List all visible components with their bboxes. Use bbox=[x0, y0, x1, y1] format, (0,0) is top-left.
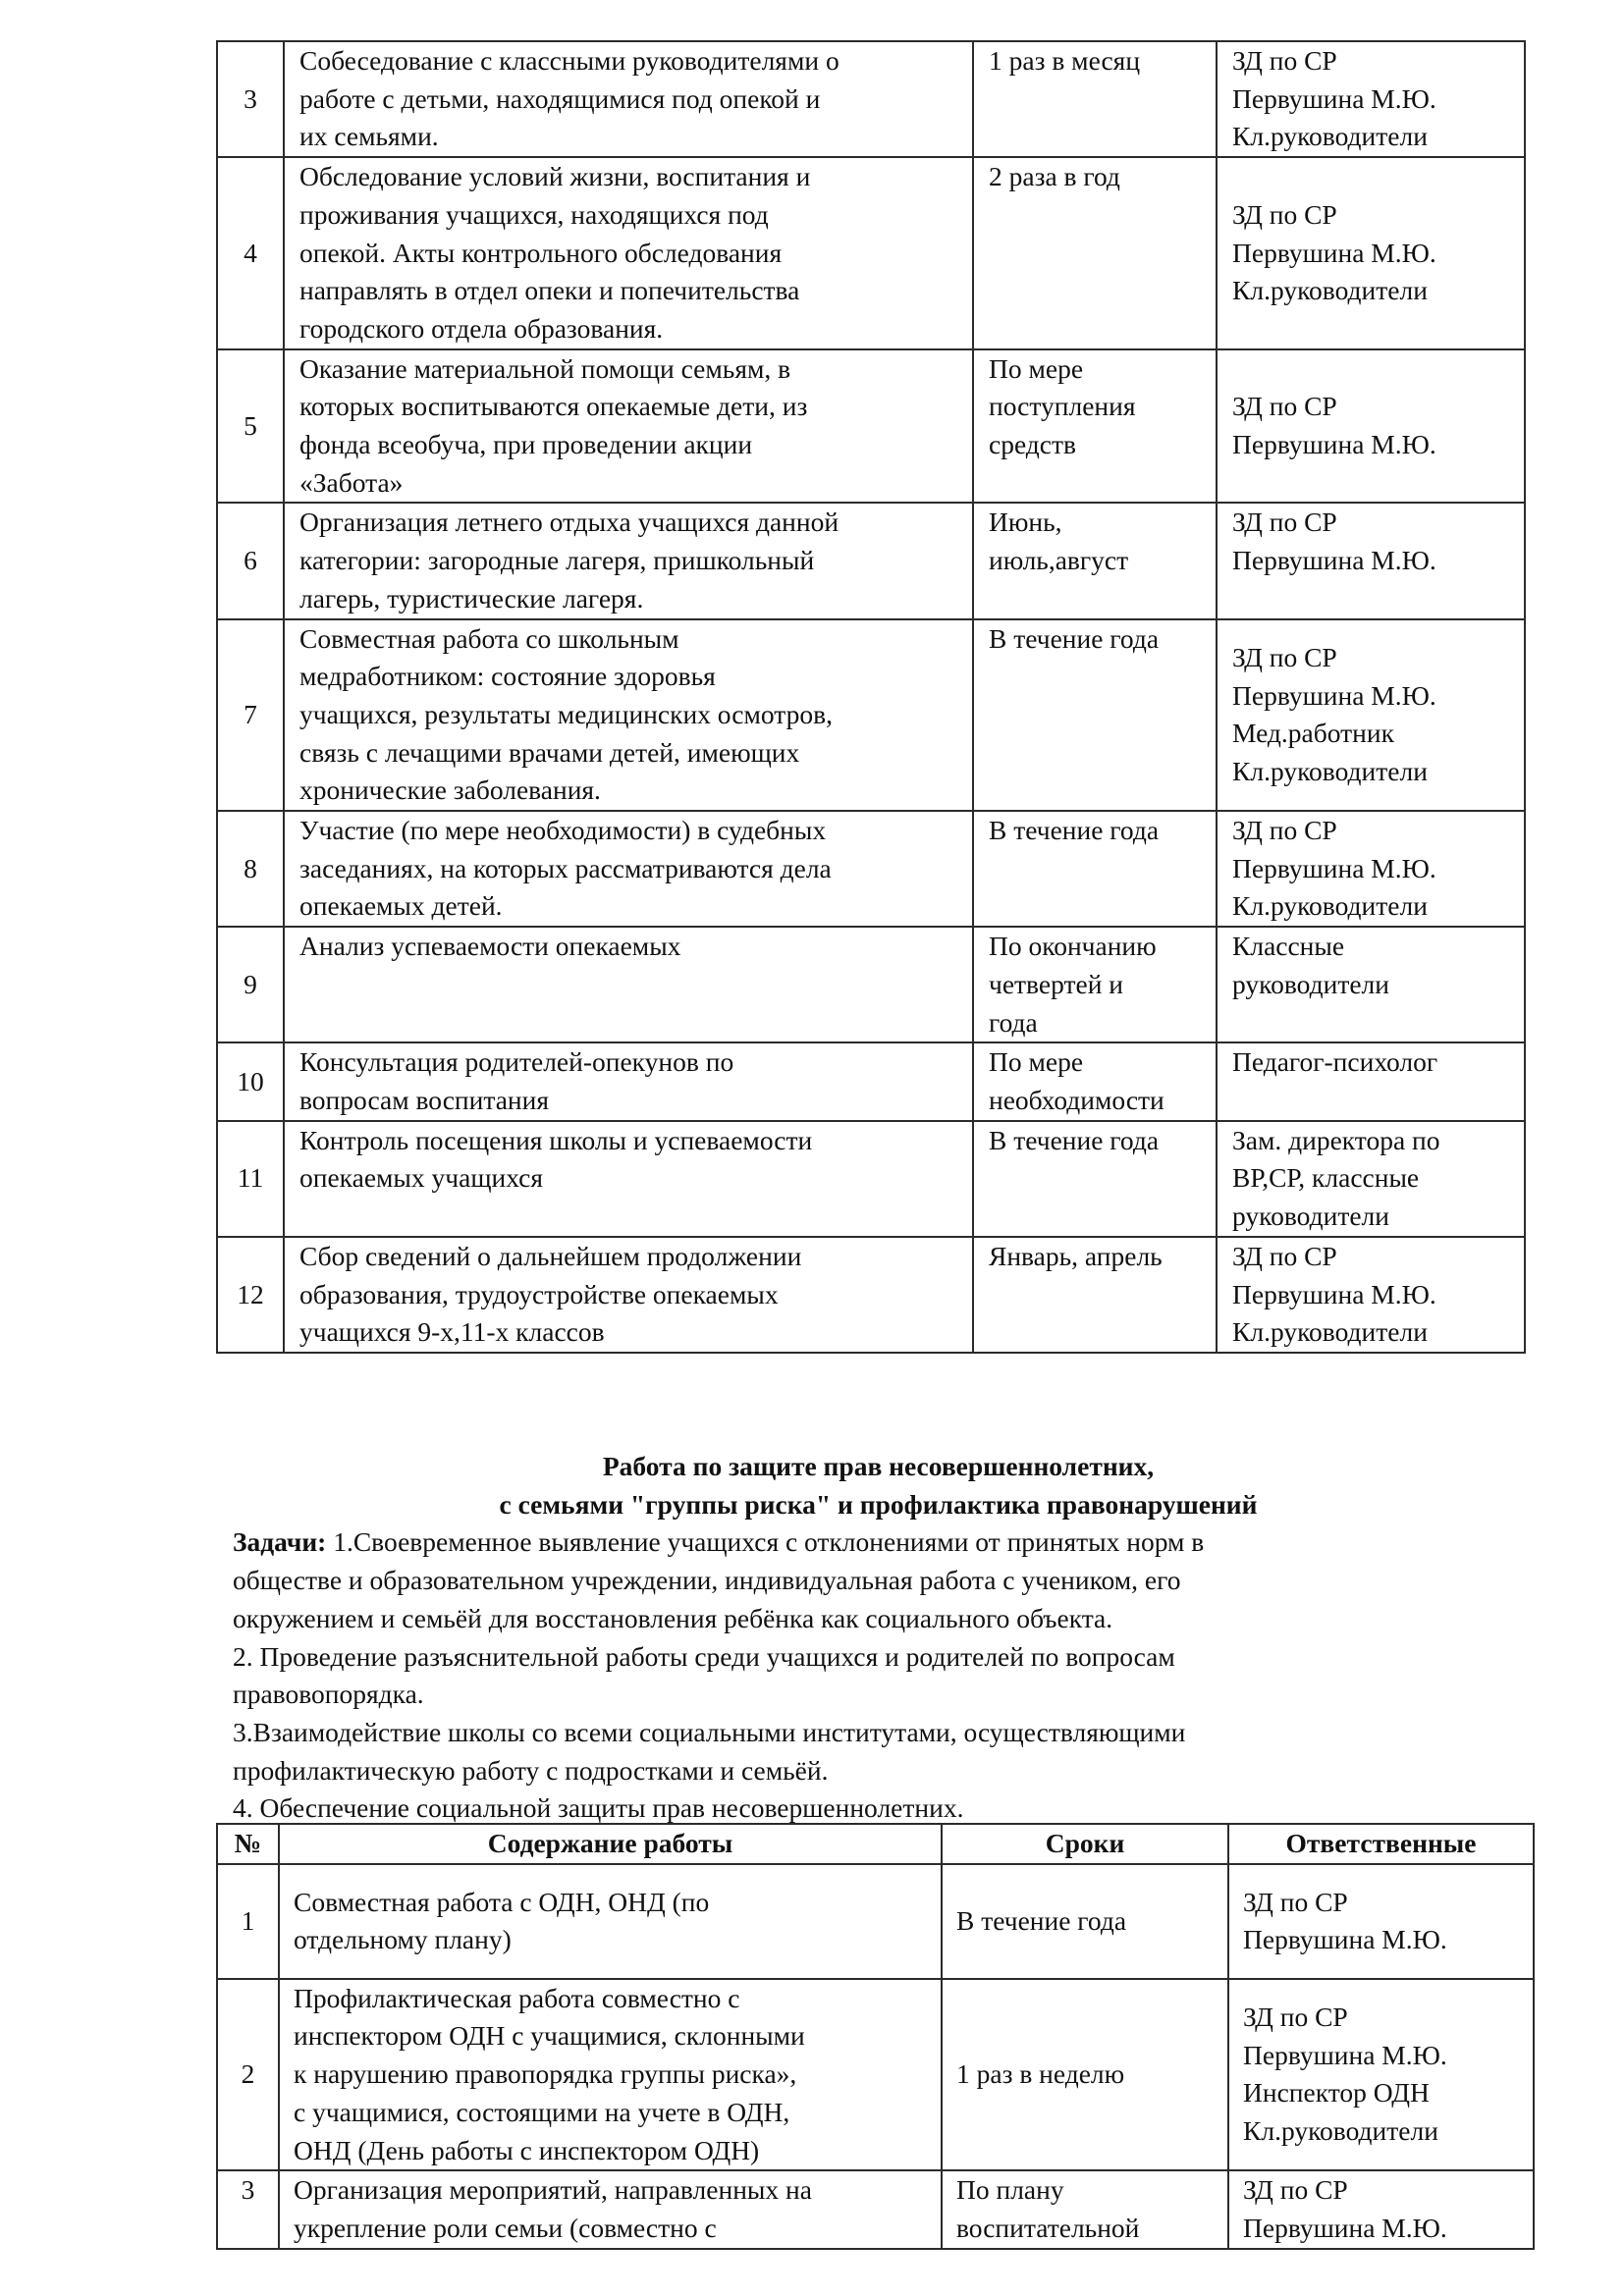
work-content-line: работе с детьми, находящимися под опекой и bbox=[299, 82, 821, 114]
column-header-terms: Сроки bbox=[942, 1824, 1228, 1864]
responsible-line: руководители bbox=[1232, 1201, 1389, 1232]
table-row bbox=[217, 1979, 1534, 2171]
row-number: 5 bbox=[217, 349, 284, 504]
work-content-line: Обследование условий жизни, воспитания и bbox=[299, 161, 811, 192]
terms-line: По мере bbox=[989, 352, 1084, 384]
responsible-line: ЗД по СР bbox=[1243, 1886, 1348, 1917]
work-content-cell bbox=[279, 1864, 942, 1979]
task-line: правовопорядка. bbox=[233, 1679, 424, 1710]
responsible-line: Инспектор ОДН bbox=[1243, 2077, 1430, 2109]
work-content-line: укрепление роли семьи (совместно с bbox=[294, 2212, 717, 2243]
section-title-line-2: с семьями "группы риска" и профилактика правонарушений bbox=[499, 1488, 1258, 1520]
work-content-line: к нарушению правопорядка группы риска», bbox=[294, 2058, 797, 2090]
work-content-line: лагерь, туристические лагеря. bbox=[299, 582, 644, 614]
work-content-line: Оказание материальной помощи семьям, в bbox=[299, 352, 791, 384]
responsible-line: Кл.руководители bbox=[1232, 121, 1428, 152]
responsible-line: Зам. директора по bbox=[1232, 1124, 1440, 1155]
work-content-line: Консультация родителей-опекунов по bbox=[299, 1046, 734, 1078]
table-row bbox=[217, 811, 1525, 927]
terms-line: Июнь, bbox=[989, 507, 1062, 538]
terms-line: В течение года bbox=[989, 622, 1160, 654]
responsible-line: Первушина М.Ю. bbox=[1232, 82, 1436, 114]
work-content-line: учащихся, результаты медицинских осмотров, bbox=[299, 698, 833, 729]
terms-line: В течение года bbox=[989, 815, 1160, 846]
responsible-line: Первушина М.Ю. bbox=[1232, 545, 1436, 576]
work-content-line: с учащимися, состоящими на учете в ОДН, bbox=[294, 2096, 790, 2127]
terms-line: 2 раза в год bbox=[989, 161, 1120, 192]
terms-line: июль,август bbox=[989, 545, 1129, 576]
work-content-line: Участие (по мере необходимости) в судебных bbox=[299, 815, 827, 846]
terms-line: года bbox=[989, 1006, 1038, 1038]
terms-line: Январь, апрель bbox=[989, 1240, 1163, 1271]
responsible-line: Первушина М.Ю. bbox=[1232, 429, 1436, 460]
terms-cell bbox=[942, 2170, 1228, 2248]
terms-cell bbox=[973, 1121, 1217, 1237]
work-content-line: ОНД (День работы с инспектором ОДН) bbox=[294, 2134, 760, 2165]
work-content-line: их семьями. bbox=[299, 121, 439, 152]
terms-cell bbox=[973, 927, 1217, 1042]
responsible-line: Кл.руководители bbox=[1243, 2115, 1438, 2147]
work-content-line: Контроль посещения школы и успеваемости bbox=[299, 1124, 813, 1155]
work-content-cell bbox=[284, 157, 973, 349]
table-row bbox=[217, 927, 1525, 1042]
terms-cell bbox=[942, 1864, 1228, 1979]
table-row bbox=[217, 349, 1525, 504]
responsible-line: Кл.руководители bbox=[1232, 890, 1428, 922]
responsible-line: руководители bbox=[1232, 968, 1389, 999]
responsible-line: ЗД по СР bbox=[1232, 1240, 1337, 1271]
responsible-line: ЗД по СР bbox=[1232, 507, 1337, 538]
responsible-cell bbox=[1228, 1979, 1534, 2171]
responsible-line: ЗД по СР bbox=[1232, 198, 1337, 230]
responsible-cell bbox=[1217, 1042, 1525, 1120]
row-number: 11 bbox=[217, 1121, 284, 1237]
table-row bbox=[217, 503, 1525, 618]
responsible-line: Педагог-психолог bbox=[1232, 1046, 1438, 1078]
work-content-line: Сбор сведений о дальнейшем продолжении bbox=[299, 1240, 802, 1271]
work-content-line: заседаниях, на которых рассматриваются дела bbox=[299, 852, 832, 883]
responsible-line: Классные bbox=[1232, 931, 1345, 962]
work-content-cell bbox=[284, 503, 973, 618]
responsible-line: Первушина М.Ю. bbox=[1243, 2039, 1447, 2070]
terms-cell bbox=[973, 1237, 1217, 1353]
row-number: 6 bbox=[217, 503, 284, 618]
table-row bbox=[217, 1042, 1525, 1120]
terms-line: По плану bbox=[956, 2174, 1064, 2206]
responsible-line: Первушина М.Ю. bbox=[1232, 1278, 1436, 1309]
task-line bbox=[233, 1523, 1524, 1562]
work-content-cell bbox=[284, 41, 973, 157]
work-content-line: опекаемых детей. bbox=[299, 890, 503, 922]
terms-cell bbox=[973, 157, 1217, 349]
work-content-line: Профилактическая работа совместно с bbox=[294, 1982, 740, 2013]
work-content-line: «Забота» bbox=[299, 466, 404, 498]
row-number: 8 bbox=[217, 811, 284, 927]
responsible-line: Кл.руководители bbox=[1232, 756, 1428, 786]
work-content-cell bbox=[279, 2170, 942, 2248]
terms-cell bbox=[973, 349, 1217, 504]
row-number: 2 bbox=[217, 1979, 279, 2171]
table-header-row bbox=[217, 1824, 1534, 1864]
responsible-line: ЗД по СР bbox=[1243, 2174, 1348, 2206]
terms-cell bbox=[973, 619, 1217, 812]
section-title-line-1: Работа по защите прав несовершеннолетних, bbox=[602, 1451, 1155, 1481]
tasks-paragraph bbox=[233, 1523, 1524, 1828]
responsible-cell bbox=[1228, 2170, 1534, 2248]
work-content-line: Организация мероприятий, направленных на bbox=[294, 2174, 812, 2206]
work-content-cell bbox=[284, 1042, 973, 1120]
rights-protection-table bbox=[216, 1823, 1535, 2250]
responsible-cell bbox=[1217, 1237, 1525, 1353]
tasks-label: Задачи: bbox=[233, 1526, 327, 1558]
terms-line: В течение года bbox=[989, 1124, 1160, 1155]
work-content-line: городского отдела образования. bbox=[299, 312, 664, 344]
work-content-line: Собеседование с классными руководителями о bbox=[299, 45, 839, 76]
terms-line: 1 раз в неделю bbox=[956, 2058, 1125, 2090]
work-content-cell bbox=[284, 927, 973, 1042]
responsible-line: Первушина М.Ю. bbox=[1243, 1924, 1447, 1955]
column-header-content: Содержание работы bbox=[279, 1824, 942, 1864]
work-content-line: вопросам воспитания bbox=[299, 1084, 549, 1115]
responsible-line: ЗД по СР bbox=[1232, 641, 1337, 672]
terms-cell bbox=[973, 1042, 1217, 1120]
work-content-line: категории: загородные лагеря, пришкольный bbox=[299, 545, 815, 576]
row-number: 3 bbox=[217, 2170, 279, 2248]
terms-cell bbox=[973, 41, 1217, 157]
terms-cell bbox=[942, 1979, 1228, 2171]
work-content-line: хронические заболевания. bbox=[299, 774, 601, 806]
task-line: 4. Обеспечение социальной защиты прав несовершеннолетних. bbox=[233, 1792, 964, 1824]
terms-cell bbox=[973, 503, 1217, 618]
terms-cell bbox=[973, 811, 1217, 927]
terms-line: средств bbox=[989, 429, 1076, 460]
task-line: 3.Взаимодействие школы со всеми социальными институтами, осуществляющими bbox=[233, 1716, 1186, 1747]
row-number: 4 bbox=[217, 157, 284, 349]
work-content-line: медработником: состояние здоровья bbox=[299, 661, 716, 692]
work-content-cell bbox=[284, 1121, 973, 1237]
work-content-line: инспектором ОДН с учащимися, склонными bbox=[294, 2020, 805, 2052]
terms-line: поступления bbox=[989, 391, 1136, 422]
work-content-line: которых воспитываются опекаемые дети, из bbox=[299, 391, 808, 422]
work-content-line: связь с лечащими врачами детей, имеющих bbox=[299, 736, 800, 768]
responsible-cell bbox=[1228, 1864, 1534, 1979]
row-number: 7 bbox=[217, 619, 284, 812]
responsible-line: ВР,СР, классные bbox=[1232, 1162, 1420, 1194]
guardianship-plan-table bbox=[216, 40, 1526, 1354]
terms-line: В течение года bbox=[956, 1904, 1127, 1936]
column-header-number: № bbox=[217, 1824, 279, 1864]
work-content-line: Совместная работа со школьным bbox=[299, 622, 679, 654]
section-intro bbox=[233, 1448, 1524, 1828]
responsible-line: ЗД по СР bbox=[1232, 45, 1337, 76]
responsible-cell bbox=[1217, 811, 1525, 927]
work-content-line: образования, трудоустройстве опекаемых bbox=[299, 1278, 779, 1309]
table-row bbox=[217, 41, 1525, 157]
responsible-cell bbox=[1217, 503, 1525, 618]
work-content-line: фонда всеобуча, при проведении акции bbox=[299, 429, 753, 460]
row-number: 1 bbox=[217, 1864, 279, 1979]
row-number: 10 bbox=[217, 1042, 284, 1120]
task-line: профилактическую работу с подростками и семьёй. bbox=[233, 1754, 829, 1786]
work-content-line: проживания учащихся, находящихся под bbox=[299, 198, 769, 230]
task-text: 1.Своевременное выявление учащихся с отклонениями от принятых норм в bbox=[326, 1526, 1205, 1558]
table-row bbox=[217, 1121, 1525, 1237]
row-number: 3 bbox=[217, 41, 284, 157]
table-row bbox=[217, 157, 1525, 349]
responsible-cell bbox=[1217, 927, 1525, 1042]
row-number: 12 bbox=[217, 1237, 284, 1353]
responsible-cell bbox=[1217, 619, 1525, 812]
responsible-cell bbox=[1217, 349, 1525, 504]
work-content-line: направлять в отдел опеки и попечительства bbox=[299, 275, 800, 306]
terms-line: По окончанию bbox=[989, 931, 1157, 962]
column-header-responsible: Ответственные bbox=[1228, 1824, 1534, 1864]
responsible-cell bbox=[1217, 41, 1525, 157]
work-content-line: Анализ успеваемости опекаемых bbox=[299, 931, 681, 962]
task-line: окружением и семьёй для восстановления ребёнка как социального объекта. bbox=[233, 1602, 1113, 1633]
task-line: обществе и образовательном учреждении, индивидуальная работа с учеником, его bbox=[233, 1565, 1181, 1596]
responsible-line: ЗД по СР bbox=[1232, 815, 1337, 846]
terms-line: четвертей и bbox=[989, 968, 1124, 999]
work-content-cell bbox=[284, 811, 973, 927]
table-row bbox=[217, 619, 1525, 812]
work-content-cell bbox=[284, 619, 973, 812]
responsible-line: Первушина М.Ю. bbox=[1232, 237, 1436, 268]
table-row bbox=[217, 1237, 1525, 1353]
work-content-cell bbox=[284, 349, 973, 504]
responsible-line: Кл.руководители bbox=[1232, 275, 1428, 306]
work-content-cell bbox=[284, 1237, 973, 1353]
responsible-line: Первушина М.Ю. bbox=[1243, 2212, 1447, 2243]
responsible-line: ЗД по СР bbox=[1243, 2002, 1348, 2033]
work-content-line: Организация летнего отдыха учащихся данной bbox=[299, 507, 839, 538]
work-content-line: отдельному плану) bbox=[294, 1924, 512, 1955]
terms-line: необходимости bbox=[989, 1084, 1164, 1115]
work-content-line: Совместная работа с ОДН, ОНД (по bbox=[294, 1886, 710, 1917]
responsible-cell bbox=[1217, 157, 1525, 349]
work-content-cell bbox=[279, 1979, 942, 2171]
responsible-line: Первушина М.Ю. bbox=[1232, 679, 1436, 711]
terms-line: воспитательной bbox=[956, 2212, 1140, 2243]
responsible-line: Мед.работник bbox=[1232, 718, 1394, 749]
work-content-line: опекой. Акты контрольного обследования bbox=[299, 237, 783, 268]
work-content-line: опекаемых учащихся bbox=[299, 1162, 544, 1194]
responsible-line: Первушина М.Ю. bbox=[1232, 852, 1436, 883]
row-number: 9 bbox=[217, 927, 284, 1042]
task-line: 2. Проведение разъяснительной работы среди учащихся и родителей по вопросам bbox=[233, 1640, 1175, 1672]
terms-line: По мере bbox=[989, 1046, 1084, 1078]
work-content-line: учащихся 9-х,11-х классов bbox=[299, 1316, 605, 1348]
terms-line: 1 раз в месяц bbox=[989, 45, 1141, 76]
table-row bbox=[217, 2170, 1534, 2248]
responsible-line: ЗД по СР bbox=[1232, 391, 1337, 422]
responsible-line: Кл.руководители bbox=[1232, 1316, 1428, 1348]
table-row bbox=[217, 1864, 1534, 1979]
responsible-cell bbox=[1217, 1121, 1525, 1237]
